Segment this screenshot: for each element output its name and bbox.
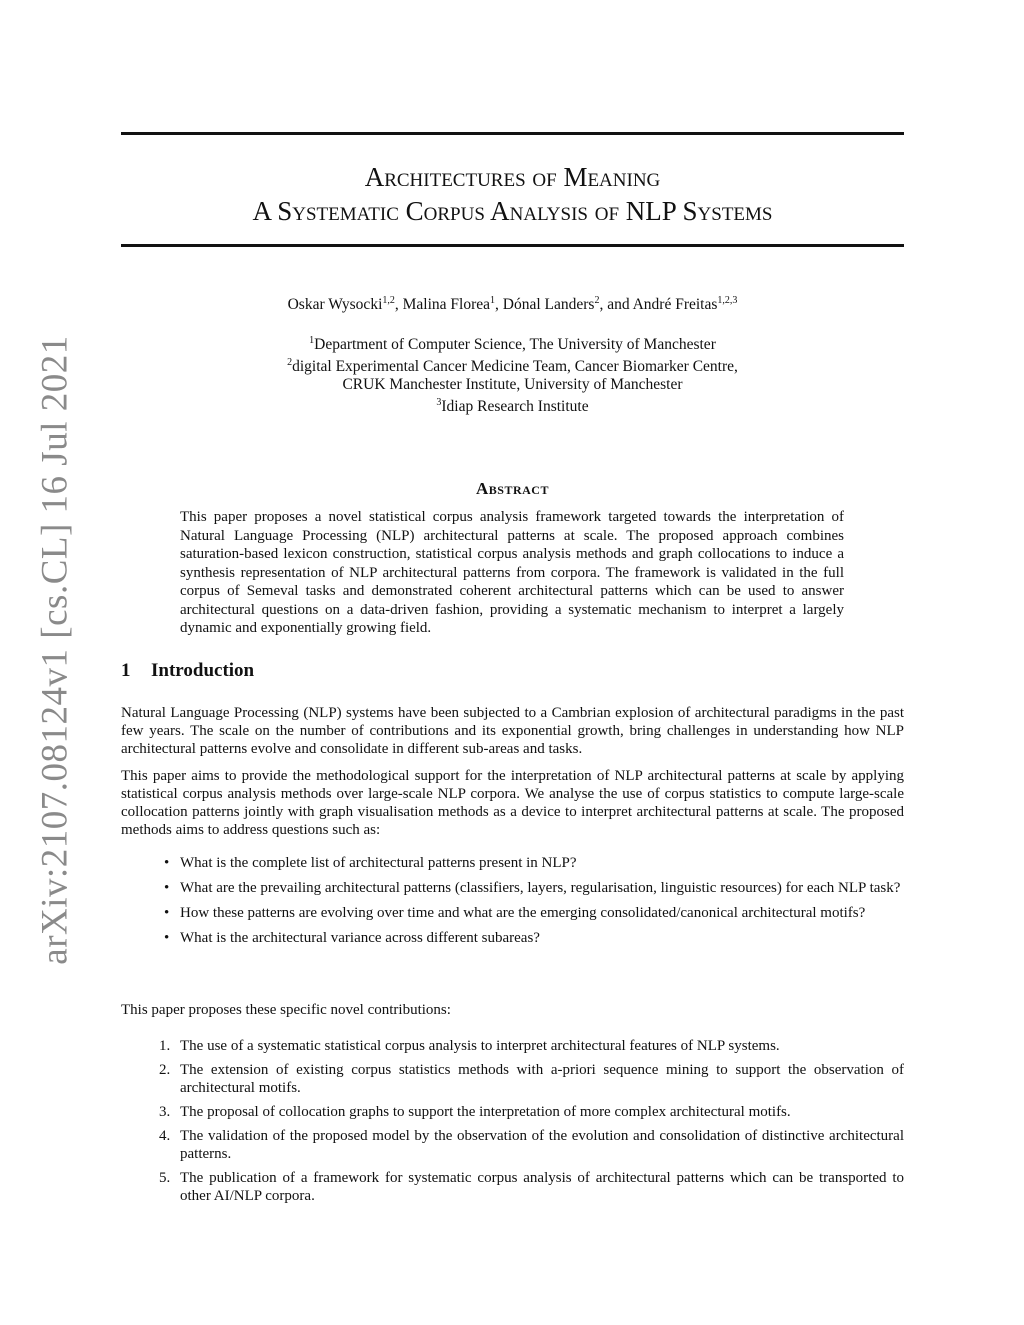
list-item bbox=[121, 929, 904, 947]
research-questions-list bbox=[121, 854, 904, 954]
bullet-icon: • bbox=[164, 905, 170, 921]
list-item bbox=[121, 1169, 904, 1205]
abstract-body: This paper proposes a novel statistical corpus analysis framework targeted towards the interpretation of Natural Language Processing (NLP) architectural patterns at scale. The proposed approach combines saturation-based lexicon construction, statistical corpus analysis methods and graph collocations to induce a synthesis representation of NLP architectural patterns from corpora. The framework is validated in the full corpus of Semeval tasks and demonstrated coherent architectural patterns which can be used to answer architectural questions on a data-driven fashion, providing a systematic mechanism to interpret a largely dynamic and exponentially growing field. bbox=[180, 509, 844, 636]
arxiv-identifier-stamp: arXiv:2107.08124v1 [cs.CL] 16 Jul 2021 bbox=[34, 335, 76, 965]
list-item-text: How these patterns are evolving over time and what are the emerging consolidated/canonical architectural motifs? bbox=[180, 905, 866, 921]
bullet-icon: • bbox=[164, 930, 170, 946]
affiliations bbox=[121, 332, 904, 416]
author-affiliation-mark: 2 bbox=[594, 295, 600, 306]
list-item-text: The proposal of collocation graphs to support the interpretation of more complex architectural motifs. bbox=[180, 1104, 791, 1120]
list-item-text: What is the architectural variance across different subareas? bbox=[180, 930, 540, 946]
title-top-rule bbox=[121, 132, 904, 135]
affiliation-text: digital Experimental Cancer Medicine Team, Cancer Biomarker Centre, bbox=[292, 358, 738, 376]
affiliation-text: Idiap Research Institute bbox=[441, 398, 589, 416]
affiliation-mark: 2 bbox=[287, 357, 293, 369]
title-line-1: Architectures of Meaning bbox=[364, 162, 661, 192]
item-number: 3. bbox=[159, 1104, 171, 1120]
list-item-text: The use of a systematic statistical corpus analysis to interpret architectural features of NLP systems. bbox=[180, 1038, 780, 1054]
affiliation-line bbox=[121, 376, 904, 394]
intro-paragraph-1: Natural Language Processing (NLP) systems have been subjected to a Cambrian explosion of architectural paradigms in the past few years. The scale on the number of contributions and its exponential growth, bring challenges in understanding how NLP architectural patterns evolve and consolidate in different sub-areas and tasks. bbox=[121, 705, 904, 757]
author-affiliation-mark: 1,2 bbox=[382, 295, 395, 306]
author-name: Malina Florea bbox=[402, 296, 491, 314]
list-item-text: The validation of the proposed model by the observation of the evolution and consolidation of distinctive architectural patterns. bbox=[180, 1128, 904, 1162]
affiliation-mark: 1 bbox=[309, 335, 315, 346]
intro-paragraph-3: This paper proposes these specific novel contributions: bbox=[121, 1002, 451, 1018]
item-number: 1. bbox=[159, 1038, 171, 1054]
paper-title bbox=[121, 160, 904, 228]
affiliation-line bbox=[121, 332, 904, 354]
list-item bbox=[121, 1037, 904, 1055]
bullet-icon: • bbox=[164, 855, 170, 871]
list-item bbox=[121, 904, 904, 922]
list-item bbox=[121, 879, 904, 897]
list-item-text: What are the prevailing architectural patterns (classifiers, layers, regularisation, linguistic resources) for each NLP task? bbox=[180, 880, 901, 896]
affiliation-mark: 3 bbox=[436, 397, 442, 409]
contributions-list bbox=[121, 1037, 904, 1211]
list-item bbox=[121, 1061, 904, 1097]
list-item bbox=[121, 854, 904, 872]
item-number: 4. bbox=[159, 1128, 171, 1144]
bullet-icon: • bbox=[164, 880, 170, 896]
author-separator: , bbox=[495, 296, 503, 314]
affiliation-line bbox=[121, 394, 904, 416]
author-affiliation-mark: 1 bbox=[490, 295, 496, 306]
item-number: 2. bbox=[159, 1062, 171, 1078]
author-separator: , bbox=[394, 296, 403, 314]
affiliation-text: Department of Computer Science, The University of Manchester bbox=[314, 336, 716, 354]
intro-paragraph-2: This paper aims to provide the methodological support for the interpretation of NLP architectural patterns at scale by applying statistical corpus analysis methods over large-scale NLP corpora. We analyse the use of corpus statistics to compute large-scale collocation patterns jointly with graph visualisation methods as a device to interpret architectural patterns at scale. The proposed methods aims to address questions such as: bbox=[121, 768, 904, 838]
author-list bbox=[121, 295, 904, 314]
author-separator: , and bbox=[599, 296, 633, 314]
affiliation-line bbox=[121, 354, 904, 376]
list-item-text: What is the complete list of architectural patterns present in NLP? bbox=[180, 855, 577, 871]
abstract-heading: Abstract bbox=[476, 479, 549, 498]
author-name: Oskar Wysocki bbox=[287, 296, 383, 314]
list-item-text: The publication of a framework for systematic corpus analysis of architectural patterns which can be transported to other AI/NLP corpora. bbox=[180, 1170, 904, 1204]
title-line-2: A Systematic Corpus Analysis of NLP Systems bbox=[252, 196, 773, 226]
author-name: Dónal Landers bbox=[502, 296, 595, 314]
list-item-text: The extension of existing corpus statistics methods with a-priori sequence mining to support the observation of architectural motifs. bbox=[180, 1062, 904, 1096]
list-item bbox=[121, 1127, 904, 1163]
title-bottom-rule bbox=[121, 244, 904, 247]
list-item bbox=[121, 1103, 904, 1121]
author-affiliation-mark: 1,2,3 bbox=[717, 295, 738, 306]
section-heading-introduction bbox=[121, 660, 254, 682]
affiliation-text: CRUK Manchester Institute, University of Manchester bbox=[342, 376, 683, 394]
item-number: 5. bbox=[159, 1170, 171, 1186]
section-number: 1 bbox=[121, 660, 131, 681]
section-title: Introduction bbox=[151, 660, 255, 681]
author-name: André Freitas bbox=[632, 296, 718, 314]
